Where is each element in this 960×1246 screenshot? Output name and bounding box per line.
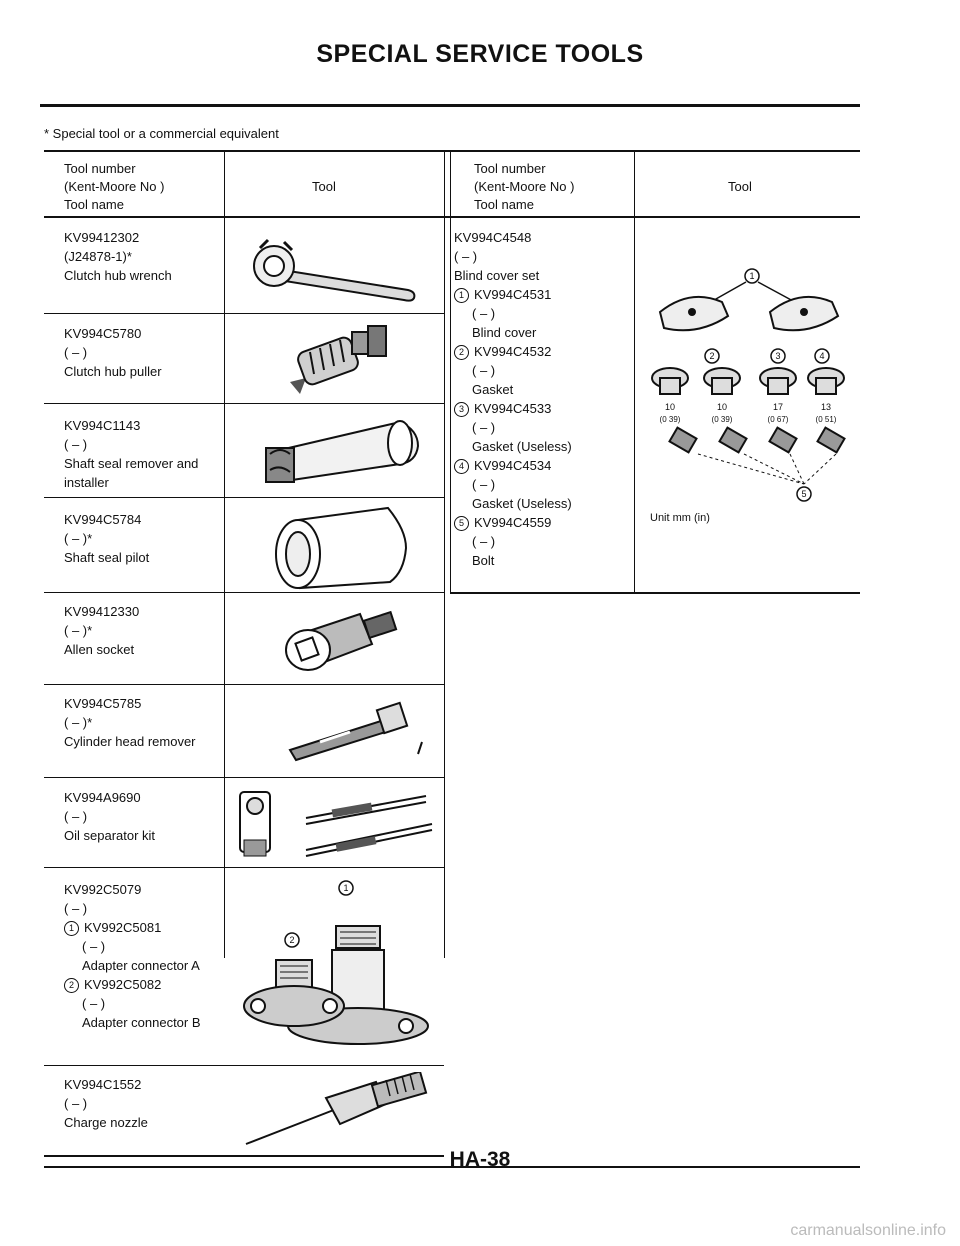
sub-tool-name: Blind cover [472,325,537,340]
left-header-tool: Tool [312,179,336,194]
tool-number: KV994C5784 [64,512,142,527]
shaft-seal-pilot-illustration [270,500,420,594]
svg-text:5: 5 [801,489,807,499]
header-line: (Kent-Moore No ) [474,179,575,194]
bolt-dim-in-3: (0 67) [767,415,789,424]
tool-number: KV992C5079 [64,882,142,897]
right-header-tool-number [474,160,574,214]
bolt-dim-1: 10 [664,402,676,412]
item-number-1: 1 [64,921,79,936]
bolt-dim-2: 10 [716,402,728,412]
adapter-connector-illustration [236,880,436,1060]
col-divider-right [634,150,635,593]
kent-moore-number: ( – )* [64,531,93,546]
charge-nozzle-illustration [236,1072,436,1152]
sub-kent-moore-number: ( – ) [472,534,496,549]
tool-row-blind-cover-set [454,228,572,570]
tool-row-charge-nozzle [64,1075,148,1132]
col-divider-middle-a [444,150,445,958]
tool-number: KV99412330 [64,604,140,619]
sub-tool-number [454,513,572,532]
kent-moore-number: ( – ) [64,901,88,916]
sub-tool-number-text: KV994C4533 [474,401,552,416]
row-divider [44,777,444,778]
sub-tool-number [454,456,572,475]
tool-name: Cylinder head remover [64,734,196,749]
cylinder-head-remover-illustration [280,700,430,762]
sub-tool-name: Gasket (Useless) [472,439,572,454]
sub-tool-number-text: KV994C4534 [474,458,552,473]
tool-row-oil-separator-kit [64,788,155,845]
row-divider [44,867,444,868]
sub-tool-number [64,975,201,994]
sub-kent-moore-number: ( – ) [82,996,106,1011]
item-number-2: 2 [454,345,469,360]
kent-moore-number: ( – ) [64,437,88,452]
sub-tool-number-text: KV994C4532 [474,344,552,359]
row-divider [44,403,444,404]
bolt-dim-in-1: (0 39) [659,415,681,424]
sub-tool-number-text: KV992C5082 [84,977,162,992]
tool-row-cylinder-head-remover [64,694,196,751]
header-line: Tool name [474,197,534,212]
sub-tool-number [64,918,201,937]
kent-moore-number: ( – ) [64,1096,88,1111]
sub-tool-name: Bolt [472,553,495,568]
tool-number: KV994C5780 [64,326,142,341]
shaft-seal-remover-illustration [240,410,430,492]
oil-separator-kit-illustration [236,784,440,864]
header-line: Tool number [474,161,546,176]
bolt-dim-4: 13 [820,402,832,412]
header-bottom-rule [44,216,860,218]
tool-number: KV994C1143 [64,418,141,433]
sub-tool-number [454,342,572,361]
tool-name: Charge nozzle [64,1115,148,1130]
right-header-tool: Tool [728,179,752,194]
tool-name: Shaft seal remover and [64,456,199,471]
bolt-dim-in-4: (0 51) [815,415,837,424]
tool-number: KV994A9690 [64,790,141,805]
col-divider-left [224,150,225,958]
sub-tool-number-text: KV994C4559 [474,515,552,530]
tool-row-adapter-connector-set [64,880,201,1032]
sub-tool-name: Gasket (Useless) [472,496,572,511]
sub-tool-number [454,399,572,418]
row-divider [44,497,444,498]
row-divider [44,684,444,685]
clutch-hub-puller-illustration [270,322,410,400]
item-number-5: 5 [454,516,469,531]
blind-cover-set-illustration [640,262,856,512]
svg-text:3: 3 [775,351,781,361]
tool-row-allen-socket [64,602,139,659]
item-number-3: 3 [454,402,469,417]
left-header-tool-number [64,160,164,214]
item-number-4: 4 [454,459,469,474]
sub-tool-number-text: KV994C4531 [474,287,552,302]
table-top-rule [44,150,860,152]
sub-kent-moore-number: ( – ) [472,363,496,378]
svg-text:4: 4 [819,351,825,361]
svg-text:1: 1 [343,883,349,893]
tool-row-shaft-seal-pilot [64,510,149,567]
svg-text:2: 2 [709,351,715,361]
tool-name: Clutch hub wrench [64,268,172,283]
kent-moore-number: ( – ) [454,249,478,264]
footnote-special-tool: * Special tool or a commercial equivalent [44,126,279,141]
bolt-dim-in-2: (0 39) [711,415,733,424]
svg-text:2: 2 [289,935,295,945]
sub-kent-moore-number: ( – ) [472,477,496,492]
tool-row-clutch-hub-wrench [64,228,172,285]
sub-kent-moore-number: ( – ) [82,939,106,954]
allen-socket-illustration [280,604,410,676]
bolt-dim-3: 17 [772,402,784,412]
right-block-bottom-rule [450,592,860,594]
tool-name: Oil separator kit [64,828,156,843]
item-number-2: 2 [64,978,79,993]
kent-moore-number: ( – ) [64,345,88,360]
tool-name: Shaft seal pilot [64,550,150,565]
svg-text:1: 1 [749,271,755,281]
sub-tool-name: Adapter connector A [82,958,200,973]
tool-name-cont: installer [64,475,109,490]
kent-moore-number: ( – )* [64,715,93,730]
row-divider [44,313,444,314]
tool-number: KV994C1552 [64,1077,142,1092]
sub-tool-name: Adapter connector B [82,1015,201,1030]
sub-tool-name: Gasket [472,382,514,397]
kent-moore-number: (J24878-1)* [64,249,132,264]
unit-note: Unit mm (in) [650,512,710,524]
tool-name: Allen socket [64,642,135,657]
sub-tool-number-text: KV992C5081 [84,920,162,935]
clutch-hub-wrench-illustration [240,228,430,308]
sub-kent-moore-number: ( – ) [472,306,496,321]
kent-moore-number: ( – ) [64,809,88,824]
kent-moore-number: ( – )* [64,623,93,638]
sub-kent-moore-number: ( – ) [472,420,496,435]
item-number-1: 1 [454,288,469,303]
header-line: Tool name [64,197,124,212]
tool-row-shaft-seal-remover [64,416,198,492]
col-divider-middle-b [450,150,451,593]
page-title: SPECIAL SERVICE TOOLS [316,40,644,68]
tool-name: Blind cover set [454,268,540,283]
tool-number: KV994C4548 [454,230,532,245]
tool-row-clutch-hub-puller [64,324,162,381]
row-divider [44,1065,444,1066]
top-rule [40,104,860,107]
tool-name: Clutch hub puller [64,364,162,379]
header-line: Tool number [64,161,136,176]
header-line: (Kent-Moore No ) [64,179,165,194]
tool-number: KV994C5785 [64,696,142,711]
page-number: HA-38 [449,1148,511,1171]
sub-tool-number [454,285,572,304]
watermark: carmanualsonline.info [790,1222,946,1239]
tool-number: KV99412302 [64,230,140,245]
